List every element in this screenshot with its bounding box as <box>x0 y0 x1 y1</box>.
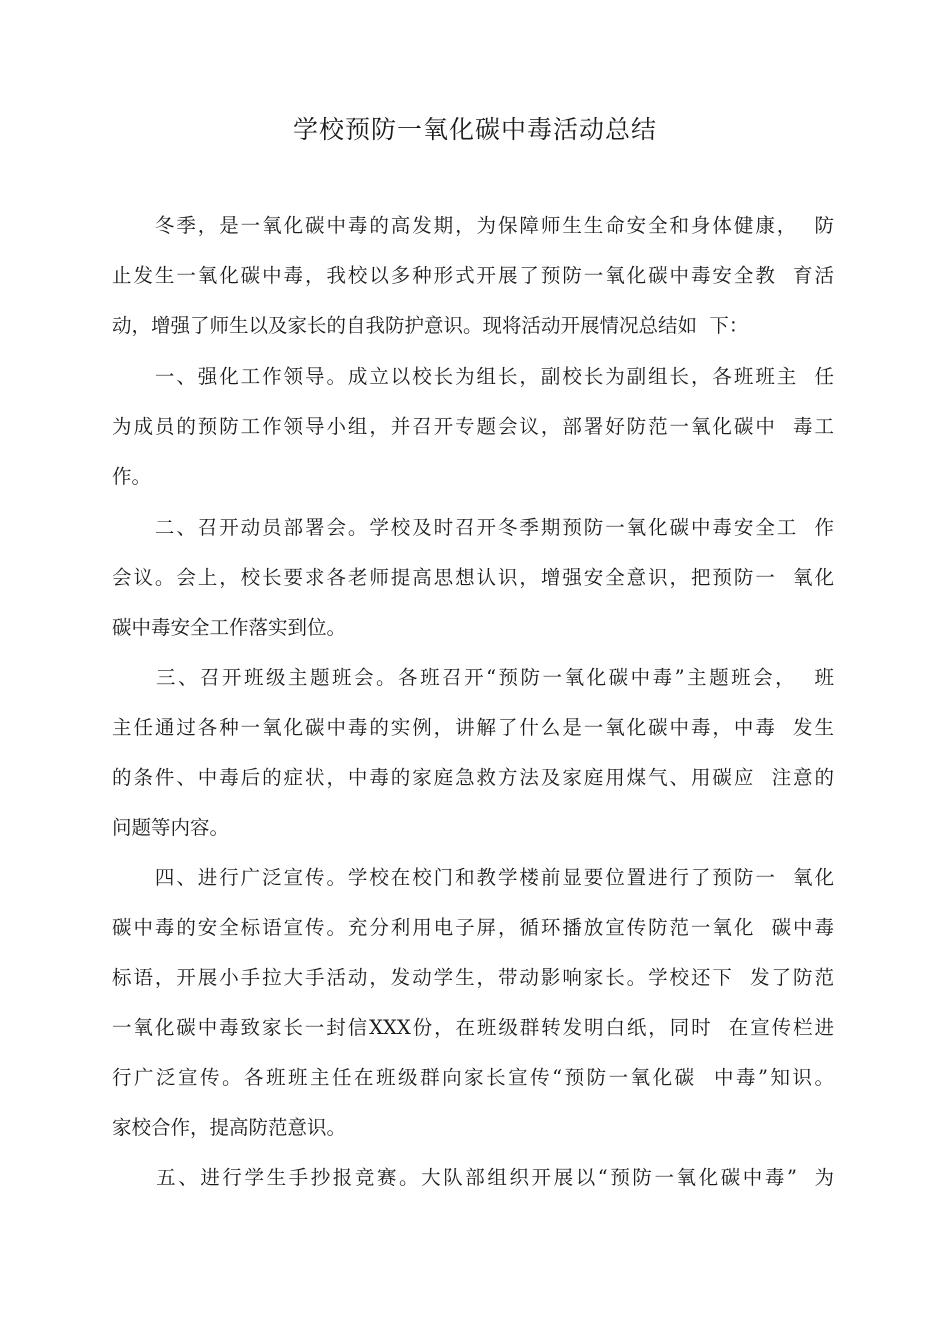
body-line-20: 五、进行学生手抄报竞赛。大队部组织开展以“预防一氧化碳中毒” 为 <box>112 1166 834 1189</box>
body-line-12: 的条件、中毒后的症状，中毒的家庭急救方法及家庭用煤气、用碳应 注意的 <box>112 766 834 789</box>
body-line-7: 二、召开动员部署会。学校及时召开冬季期预防一氧化碳中毒安全工 作 <box>112 516 834 539</box>
body-line-18: 行广泛宣传。各班班主任在班级群向家长宣传“预防一氧化碳 中毒”知识。 <box>112 1066 834 1089</box>
body-line-14: 四、进行广泛宣传。学校在校门和教学楼前显要位置进行了预防一 氧化 <box>112 866 834 889</box>
body-line-13: 问题等内容。 <box>112 816 230 839</box>
document-title: 学校预防一氧化碳中毒活动总结 <box>292 115 657 144</box>
body-line-16: 标语，开展小手拉大手活动，发动学生，带动影响家长。学校还下 发了防范 <box>112 966 834 989</box>
body-line-4: 一、强化工作领导。成立以校长为组长，副校长为副组长，各班班主 任 <box>112 365 834 388</box>
body-line-17: 一氧化碳中毒致家长一封信XXX份，在班级群转发明白纸，同时 在宣传栏进 <box>112 1016 834 1039</box>
body-line-2: 止发生一氧化碳中毒，我校以多种形式开展了预防一氧化碳中毒安全教 育活 <box>112 264 834 287</box>
body-line-8: 会议。会上，校长要求各老师提高思想认识，增强安全意识，把预防一 氧化 <box>112 566 834 589</box>
body-line-9: 碳中毒安全工作落实到位。 <box>112 616 347 639</box>
body-line-19: 家校合作，提高防范意识。 <box>112 1116 347 1139</box>
body-line-15: 碳中毒的安全标语宣传。充分利用电子屏，循环播放宣传防范一氧化 碳中毒 <box>112 916 834 939</box>
body-line-6: 作。 <box>112 465 152 488</box>
body-line-1: 冬季，是一氧化碳中毒的高发期，为保障师生生命安全和身体健康， 防 <box>112 214 834 237</box>
body-line-11: 主任通过各种一氧化碳中毒的实例，讲解了什么是一氧化碳中毒，中毒 发生 <box>112 716 834 739</box>
body-line-10: 三、召开班级主题班会。各班召开“预防一氧化碳中毒”主题班会， 班 <box>112 666 834 689</box>
body-line-3: 动，增强了师生以及家长的自我防护意识。现将活动开展情况总结如 下： <box>112 314 749 337</box>
body-line-5: 为成员的预防工作领导小组，并召开专题会议，部署好防范一氧化碳中 毒工 <box>112 415 834 438</box>
